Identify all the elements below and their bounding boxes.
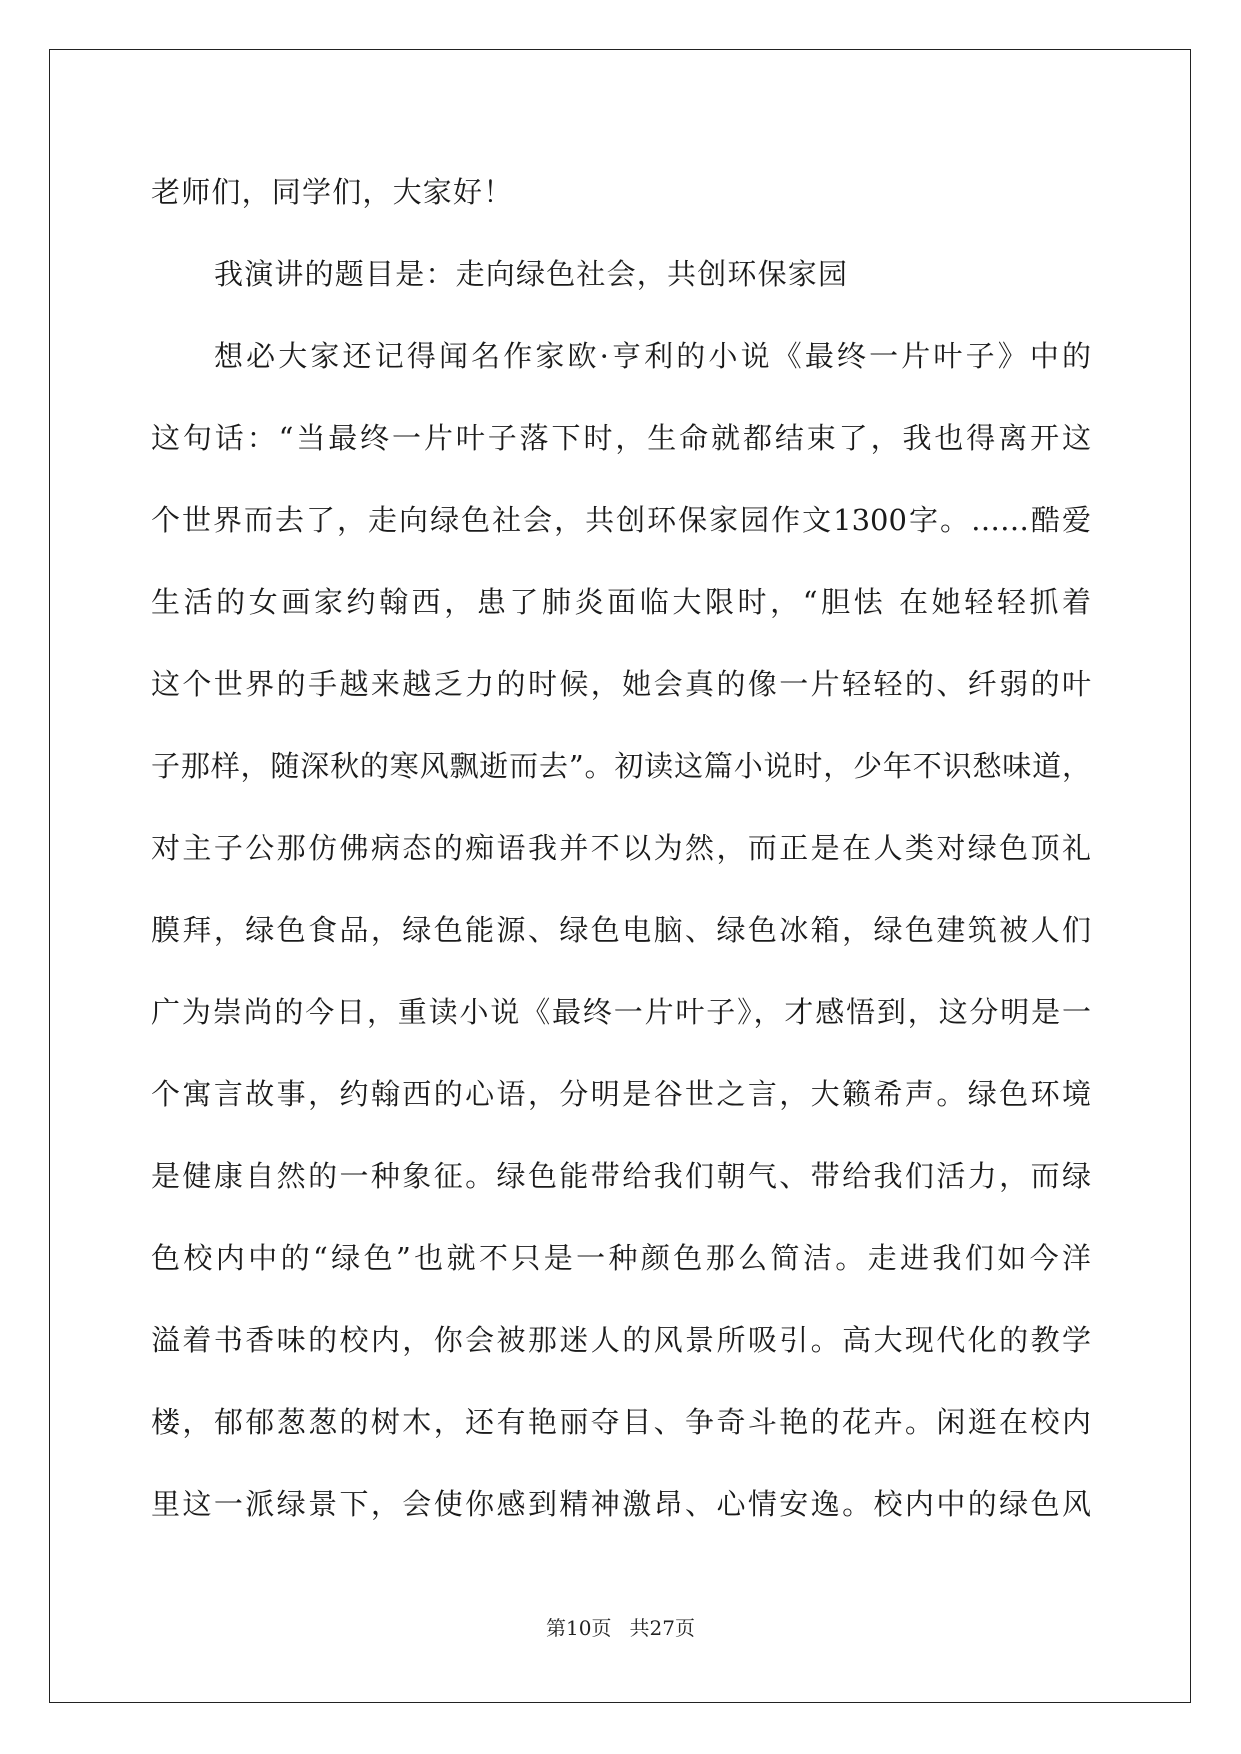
text-line: 色校内中的“绿色”也就不只是一种颜色那么简洁。走进我们如今洋: [151, 1241, 1091, 1275]
text-line: 广为崇尚的今日，重读小说《最终一片叶子》，才感悟到，这分明是一: [151, 995, 1091, 1029]
text-line: 个寓言故事，约翰西的心语，分明是谷世之言，大籁希声。绿色环境: [151, 1077, 1091, 1111]
text-line: 溢着书香味的校内，你会被那迷人的风景所吸引。高大现代化的教学: [151, 1323, 1091, 1357]
text-line: 这个世界的手越来越乏力的时候，她会真的像一片轻轻的、纤弱的叶: [151, 667, 1091, 701]
text-line: 这句话：“当最终一片叶子落下时，生命就都结束了，我也得离开这: [151, 421, 1091, 455]
text-line: 膜拜，绿色食品，绿色能源、绿色电脑、绿色冰箱，绿色建筑被人们: [151, 913, 1091, 947]
text-line: 对主子公那仿佛病态的痴语我并不以为然，而正是在人类对绿色顶礼: [151, 831, 1091, 865]
text-line: 里这一派绿景下，会使你感到精神激昂、心情安逸。校内中的绿色风: [151, 1487, 1091, 1521]
text-line: 想必大家还记得闻名作家欧·亨利的小说《最终一片叶子》中的: [214, 339, 1091, 373]
page-number: 第10页: [546, 1616, 612, 1640]
text-line: 楼，郁郁葱葱的树木，还有艳丽夺目、争奇斗艳的花卉。闲逛在校内: [151, 1405, 1091, 1439]
page-total: 共27页: [629, 1616, 695, 1640]
text-line: 老师们，同学们，大家好！: [151, 175, 514, 209]
document-body: [151, 151, 1091, 1545]
text-line: 生活的女画家约翰西，患了肺炎面临大限时，“胆怯 在她轻轻抓着: [151, 585, 1091, 619]
text-line: 子那样，随深秋的寒风飘逝而去”。初读这篇小说时，少年不识愁味道，: [151, 749, 1091, 783]
text-line: 是健康自然的一种象征。绿色能带给我们朝气、带给我们活力，而绿: [151, 1159, 1091, 1193]
text-line: 个世界而去了，走向绿色社会，共创环保家园作文1300字。……酷爱: [151, 503, 1091, 537]
page-footer: [0, 1612, 1241, 1641]
text-line: 我演讲的题目是：走向绿色社会，共创环保家园: [214, 257, 849, 291]
